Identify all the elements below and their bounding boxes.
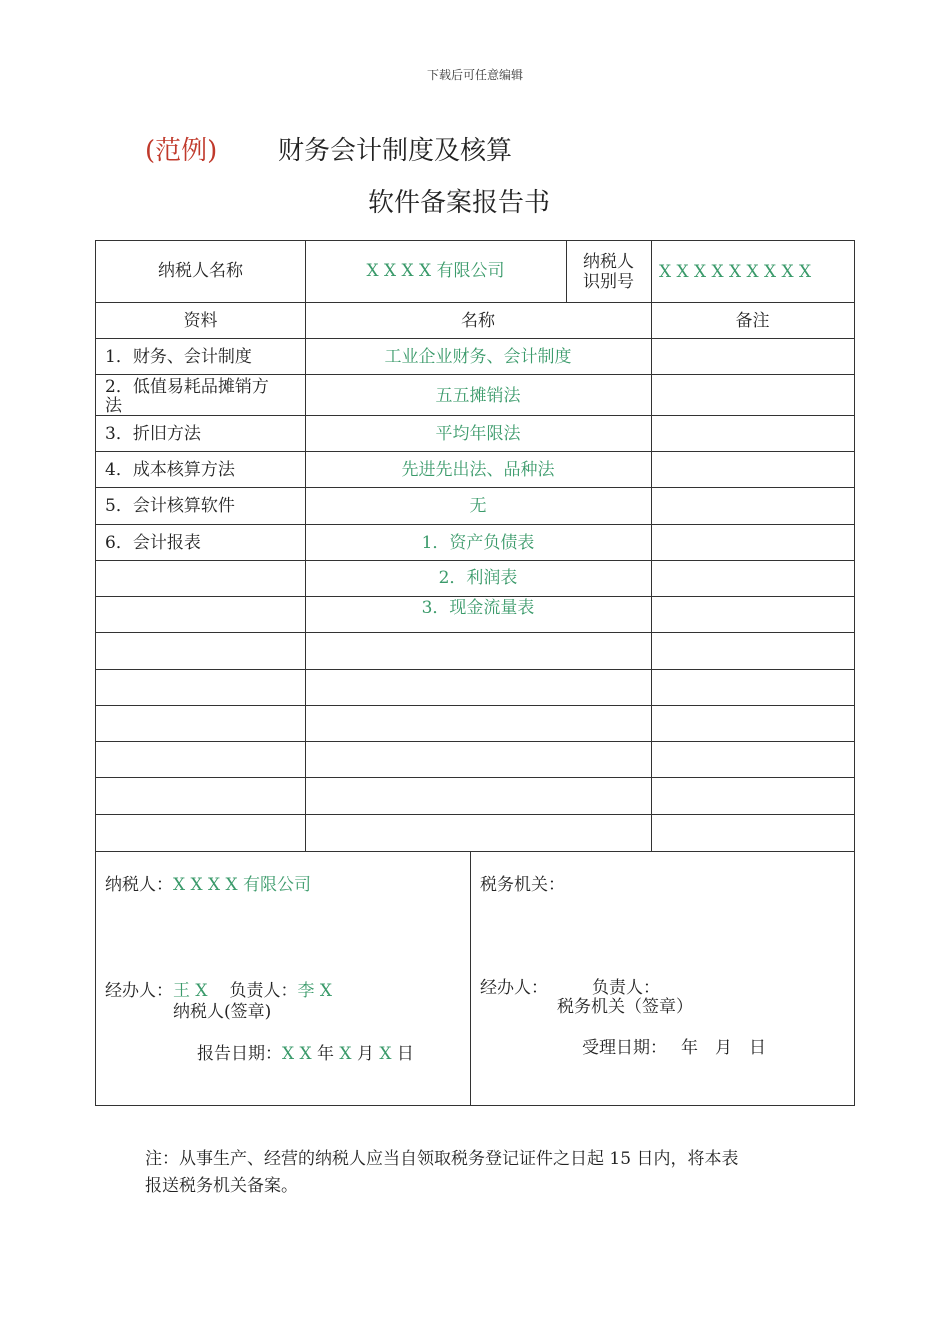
row-name: 先进先出法、品种法 — [401, 460, 555, 480]
taxpayer-id-label-2: 识别号 — [583, 272, 634, 292]
row-divider — [96, 524, 854, 525]
row-item: 6．会计报表 — [105, 533, 201, 553]
report-date-year: X X — [282, 1044, 312, 1064]
header-note: 下载后可任意编辑 — [426, 68, 523, 82]
footnote-line-2: 报送税务机关备案。 — [145, 1176, 298, 1196]
row-item: 2．低值易耗品摊销方 — [105, 377, 269, 397]
row-item: 4．成本核算方法 — [105, 460, 235, 480]
row-item: 5．会计核算软件 — [105, 496, 235, 516]
col-header-remark: 备注 — [735, 311, 770, 331]
report-date-month: X — [339, 1044, 352, 1064]
acceptance-date-units: 年 月 日 — [681, 1038, 766, 1058]
handler-value: 王 X — [173, 981, 208, 1001]
row-divider — [96, 338, 854, 339]
row-item-continued: 法 — [105, 396, 122, 416]
row-divider — [96, 814, 854, 815]
row-divider — [96, 705, 854, 706]
title-main: 财务会计制度及核算 — [278, 136, 513, 166]
responsible-label: 负责人： — [229, 981, 298, 1001]
report-form — [95, 240, 855, 1106]
row-divider — [96, 302, 854, 303]
authority-handler-label: 经办人： — [480, 978, 548, 998]
row-divider — [96, 451, 854, 452]
row-name: 3．现金流量表 — [421, 598, 535, 618]
tax-authority-seal: 税务机关（签章） — [557, 997, 693, 1017]
row-divider — [96, 669, 854, 670]
col-header-name: 名称 — [461, 311, 495, 331]
taxpayer-id-value: X X X X X X X X X — [659, 262, 812, 282]
tax-authority-signers — [480, 978, 660, 998]
row-divider — [96, 560, 854, 561]
row-divider — [96, 374, 854, 375]
taxpayer-value: X X X X 有限公司 — [173, 875, 312, 895]
report-date-label: 报告日期： — [197, 1044, 282, 1064]
acceptance-date — [582, 1038, 766, 1058]
report-date-day: X — [379, 1044, 392, 1064]
taxpayer-line — [105, 875, 311, 895]
row-divider — [96, 415, 854, 416]
taxpayer-id-label-1: 纳税人 — [583, 252, 634, 272]
row-name: 2．利润表 — [438, 568, 518, 588]
title-prefix: (范例) — [145, 136, 218, 166]
taxpayer-label: 纳税人： — [105, 875, 173, 895]
day-unit: 日 — [396, 1044, 414, 1064]
col-divider — [651, 241, 652, 851]
authority-responsible-label: 负责人： — [592, 978, 660, 998]
row-item: 3．折旧方法 — [105, 424, 201, 444]
row-item: 1．财务、会计制度 — [105, 347, 252, 367]
row-divider — [96, 741, 854, 742]
month-unit: 月 — [356, 1044, 374, 1064]
footnote-line-1: 注：从事生产、经营的纳税人应当自领取税务登记证件之日起 15 日内，将本表 — [145, 1149, 739, 1169]
row-divider — [96, 851, 854, 852]
taxpayer-name-label: 纳税人名称 — [158, 261, 243, 281]
responsible-value: 李 X — [297, 981, 333, 1001]
row-name: 平均年限法 — [435, 424, 521, 444]
handler-label: 经办人： — [105, 981, 173, 1001]
tax-authority-label: 税务机关： — [480, 875, 565, 895]
row-name: 无 — [469, 496, 487, 516]
taxpayer-seal: 纳税人(签章) — [173, 1002, 272, 1022]
col-divider — [470, 851, 471, 1105]
row-divider — [96, 632, 854, 633]
year-unit: 年 — [317, 1044, 335, 1064]
row-name: 工业企业财务、会计制度 — [384, 347, 572, 367]
taxpayer-name-value: X X X X 有限公司 — [366, 261, 505, 281]
title-line-2: 软件备案报告书 — [368, 188, 551, 218]
row-divider — [96, 487, 854, 488]
row-name: 五五摊销法 — [435, 386, 521, 406]
taxpayer-signers — [105, 981, 332, 1001]
row-name: 1．资产负债表 — [421, 533, 535, 553]
footnote — [145, 1146, 825, 1200]
col-header-material: 资料 — [183, 311, 218, 331]
acceptance-date-label: 受理日期： — [582, 1038, 667, 1058]
row-divider — [96, 596, 854, 597]
row-divider — [96, 777, 854, 778]
report-date — [197, 1044, 414, 1064]
